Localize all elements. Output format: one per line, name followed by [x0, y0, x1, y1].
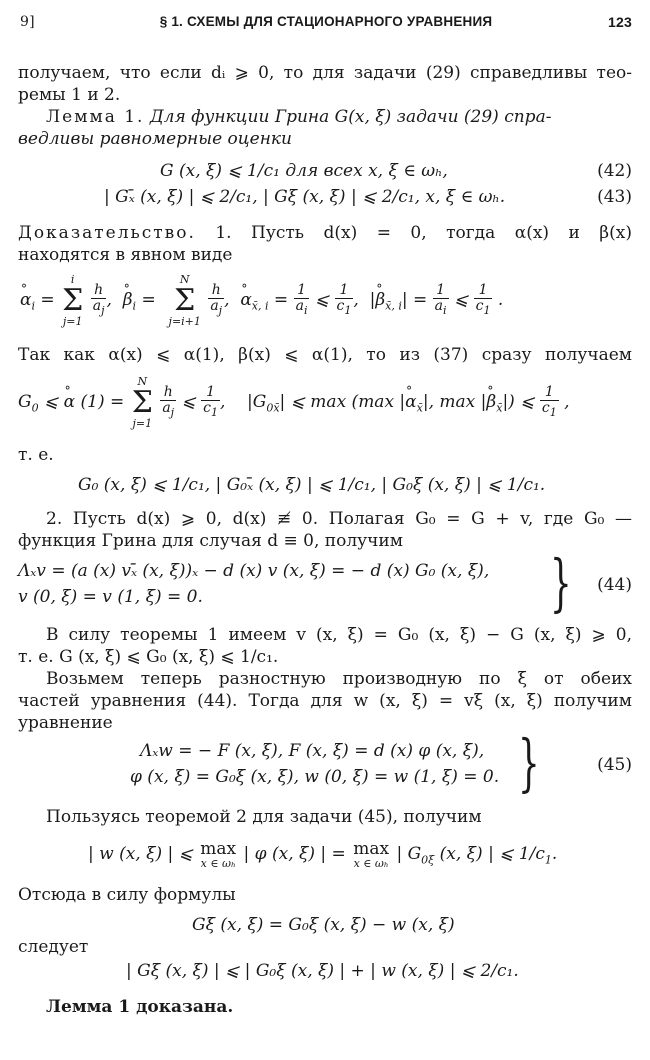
text-line: ремы 1 и 2. [18, 85, 121, 105]
text-line: следует [18, 937, 89, 957]
text-line: 2. Пусть d(x) ⩾ 0, d(x) ≢ 0. Полагая G₀ = G + v, где G₀ — [46, 509, 632, 529]
equation-42: G (x, ξ) ⩽ 1/c₁ для всех x, ξ ∈ ωₕ, [160, 161, 448, 181]
text-line: т. е. [18, 445, 54, 465]
header-section-number: 9] [20, 14, 35, 30]
equation-43: | Gₓ̄ (x, ξ) | ⩽ 2/c₁, | Gξ (x, ξ) | ⩽ 2/c₁, x, ξ ∈ ωₕ. [104, 187, 506, 207]
text-line: Возьмем теперь разностную производную по ξ от обеих [46, 669, 632, 689]
lemma-conclusion: Лемма 1 доказана. [46, 997, 234, 1017]
text-line: уравнение [18, 713, 113, 733]
equation-number: (45) [597, 755, 632, 775]
proof-start [18, 222, 632, 244]
text-line: Отсюда в силу формулы [18, 885, 236, 905]
g-xi-formula: Gξ (x, ξ) = G₀ξ (x, ξ) − w (x, ξ) [192, 915, 455, 935]
sum-symbol: N Σ j=i+1 [168, 272, 201, 328]
sum-symbol: N Σ j=1 [131, 374, 153, 430]
proof-label: Доказательство. [18, 223, 196, 243]
w-estimate-formula: | w (x, ξ) | ⩽ max x ∈ ωₕ | φ (x, ξ) | = max x ∈ ωₕ | $G_{0\xi}$ (x, ξ) | ⩽ $1/c_1$. [88, 838, 558, 870]
text-line: Так как α(x) ⩽ α(1), β(x) ⩽ α(1), то из (37) сразу получаем [18, 345, 632, 365]
equation-45-line1: Λₓw = − F (x, ξ), F (x, ξ) = d (x) φ (x, ξ), [140, 741, 485, 761]
lemma-text: Для функции Грина G(x, ξ) задачи (29) спра- [144, 107, 552, 127]
proof-text: 1. Пусть d(x) = 0, тогда α(x) и β(x) [195, 223, 632, 243]
text-line: ведливы равномерные оценки [18, 129, 292, 149]
header-title: § 1. СХЕМЫ ДЛЯ СТАЦИОНАРНОГО УРАВНЕНИЯ [159, 14, 493, 29]
text-line: функция Грина для случая d ≡ 0, получим [18, 531, 403, 551]
text-line: частей уравнения (44). Тогда для w (x, ξ) = vξ (x, ξ) получим [18, 691, 632, 711]
text-line: В силу теоремы 1 имеем v (x, ξ) = G₀ (x, ξ) − G (x, ξ) ⩾ 0, [46, 625, 632, 645]
page-number: 123 [608, 14, 632, 30]
g0-bounds: G₀ (x, ξ) ⩽ 1/c₁, | G₀ₓ̄ (x, ξ) | ⩽ 1/c₁, | G₀ξ (x, ξ) | ⩽ 1/c₁. [78, 475, 546, 495]
equation-44-line2: v (0, ξ) = v (1, ξ) = 0. [18, 587, 203, 607]
alpha-beta-formula: ° $\alpha_i$ = i Σ j=1 $\frac{h}{a_j}$ , ° $\beta_i$ = N Σ j=i+1 $\frac{h}{a_j}$ , ° $\alpha_{x̄, i}$ = $\frac{1}{a_i}$ ⩽ $\frac{1}{c_1}$ , |° $\beta_{x̄, i}|$ = $\frac{1}{a_i}$ ⩽ $\frac{1}{c_1}$ . [20, 270, 503, 336]
equation-44-line1: Λₓv = (a (x) vₓ̄ (x, ξ))ₓ − d (x) v (x, ξ) = − d (x) G₀ (x, ξ), [18, 561, 490, 581]
lemma-label: Лемма 1. [46, 107, 145, 127]
text-line: т. е. G (x, ξ) ⩽ G₀ (x, ξ) ⩽ 1/c₁. [18, 647, 279, 667]
running-header [20, 14, 632, 36]
right-brace: } [518, 726, 540, 799]
text-line: получаем, что если dᵢ ⩾ 0, то для задачи (29) справедливы тео- [18, 63, 632, 83]
equation-number: (42) [597, 161, 632, 181]
g0-estimate-formula: $G_0$ ⩽ ° α (1) = N Σ j=1 $\frac{h}{a_j}$ ⩽ $\frac{1}{c_1}$ , $|G_{0x̄}|$ ⩽ max (max |° $\alpha_{x̄}|$, max |° $\beta_{x̄}|$) ⩽ $\frac{1}{c_1}$ , [18, 372, 570, 438]
final-estimate: | Gξ (x, ξ) | ⩽ | G₀ξ (x, ξ) | + | w (x, ξ) | ⩽ 2/c₁. [126, 961, 519, 981]
equation-number: (43) [597, 187, 632, 207]
lemma-statement [46, 106, 632, 128]
text-line: Пользуясь теоремой 2 для задачи (45), получим [46, 807, 482, 827]
text-line: находятся в явном виде [18, 245, 233, 265]
equation-number: (44) [597, 575, 632, 595]
equation-45-line2: φ (x, ξ) = G₀ξ (x, ξ), w (0, ξ) = w (1, ξ) = 0. [130, 767, 500, 787]
right-brace: } [550, 546, 572, 619]
sum-symbol: i Σ j=1 [62, 272, 84, 328]
